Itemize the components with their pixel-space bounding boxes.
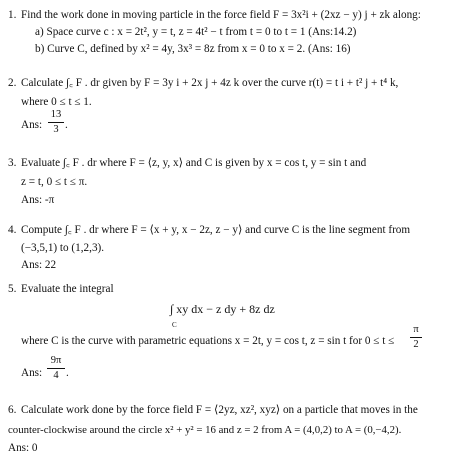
problem-5-answer-tail: . [66, 367, 69, 379]
problem-5-integral-subscript: C [172, 321, 177, 329]
problem-3-number: 3. [8, 157, 17, 169]
problem-5-answer-numerator: 9π [50, 355, 62, 366]
problem-2-number: 2. [8, 77, 17, 89]
problem-1-line-2: a) Space curve c : x = 2t², y = t, z = 4t² − t from t = 0 to t = 1 (Ans:14.2) [35, 26, 357, 38]
problem-2-line-2: where 0 ≤ t ≤ 1. [21, 96, 92, 108]
problem-5-answer-fraction [47, 355, 65, 382]
problem-6-answer: Ans: 0 [8, 442, 38, 454]
problem-2-line-1: Calculate ∫꜀ F . dr given by F = 3y i + 2x j + 4z k over the curve r(t) = t i + t² j + t⁴ k, [21, 77, 399, 89]
problem-2-answer-fraction [48, 109, 64, 136]
problem-1-line-3: b) Curve C, defined by x² = 4y, 3x³ = 8z from x = 0 to x = 2. (Ans: 16) [35, 43, 351, 55]
problem-5-integral: ∫ xy dx − z dy + 8z dz [170, 302, 275, 316]
problem-4-number: 4. [8, 224, 17, 236]
problem-2-answer-label: Ans: [21, 119, 43, 131]
problem-2-answer-numerator: 13 [50, 109, 62, 120]
problem-3-line-1: Evaluate ∫꜀ F . dr where F = ⟨z, y, x⟩ and C is given by x = cos t, y = sin t and [21, 157, 367, 169]
problem-1-line-1: Find the work done in moving particle in the force field F = 3x²i + (2xz − y) j + zk along: [21, 9, 421, 21]
problem-5-answer-label: Ans: [21, 367, 43, 379]
problem-5-line-1: Evaluate the integral [21, 283, 114, 295]
problem-4-answer: Ans: 22 [21, 259, 57, 271]
problem-3-line-2: z = t, 0 ≤ t ≤ π. [21, 176, 88, 188]
problem-2-answer-denominator: 3 [53, 124, 59, 135]
problem-1-number: 1. [8, 9, 17, 21]
problem-5-bound-numerator: π [413, 324, 419, 335]
problem-4-line-2: (−3,5,1) to (1,2,3). [21, 242, 105, 254]
problem-5-number: 5. [8, 283, 17, 295]
problem-6-number: 6. [8, 404, 17, 416]
problem-3-answer: Ans: -π [21, 194, 55, 206]
problem-5-bound-fraction [410, 324, 422, 351]
problem-4-line-1: Compute ∫꜀ F . dr where F = ⟨x + y, x − 2z, z − y⟩ and curve C is the line segment from [21, 224, 411, 236]
problem-2-answer-tail: . [65, 119, 68, 131]
problem-5-bound-denominator: 2 [413, 339, 419, 350]
problem-6-line-1: Calculate work done by the force field F = ⟨2yz, xz², xyz⟩ on a particle that moves in the [21, 404, 418, 416]
problem-6-line-2: counter-clockwise around the circle x² + y² = 16 and z = 2 from A = (4,0,2) to A = (0,−4,2). [8, 424, 402, 436]
problem-5-line-2: where C is the curve with parametric equations x = 2t, y = cos t, z = sin t for 0 ≤ t ≤ [21, 335, 395, 347]
problem-5-answer-denominator: 4 [53, 370, 59, 381]
